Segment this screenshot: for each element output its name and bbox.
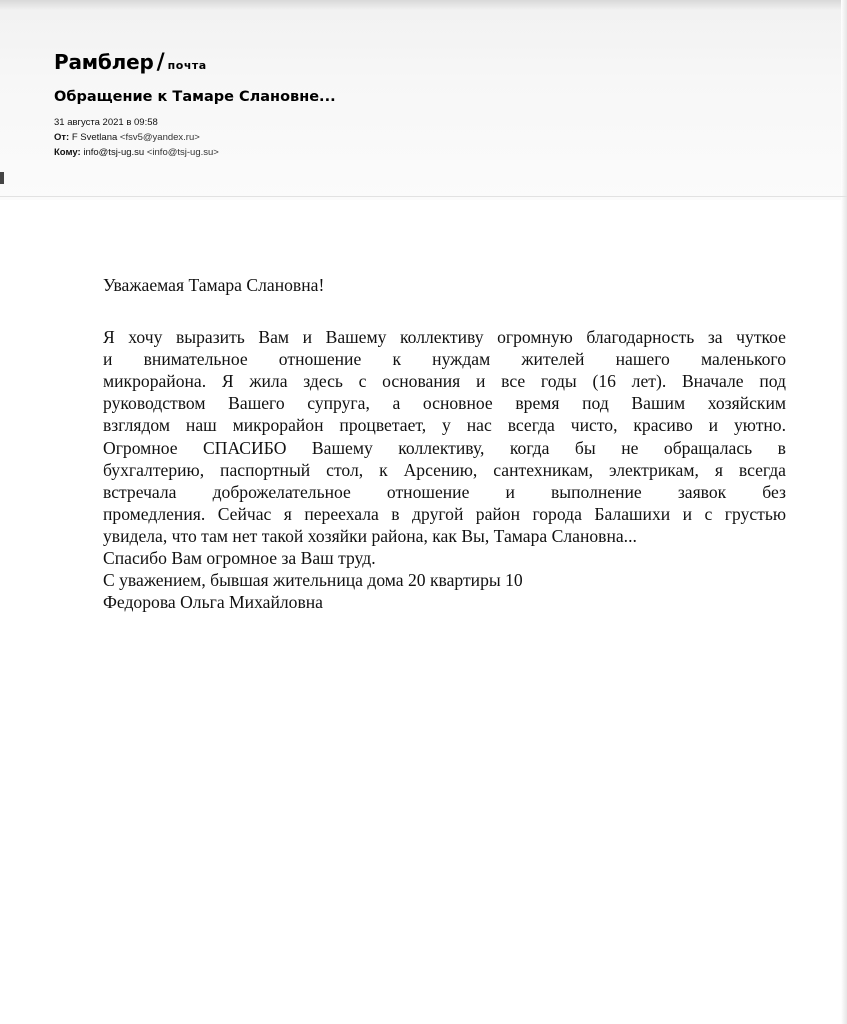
letter-line: встречала доброжелательное отношение и выполнение заявок без <box>103 481 786 502</box>
mail-subject: Обращение к Тамаре Слановне... <box>54 89 336 105</box>
letter-body <box>103 274 786 613</box>
letter-salutation: Уважаемая Тамара Слановна! <box>103 275 325 295</box>
logo-product: почта <box>167 59 207 72</box>
mail-from <box>54 130 554 145</box>
letter-line: руководством Вашего супруга, а основное время под Вашим хозяйским <box>103 393 786 414</box>
mail-to <box>54 145 554 160</box>
scan-fold-shadow <box>0 0 847 10</box>
letter-line: Спасибо Вам огромное за Ваш труд. <box>103 548 376 569</box>
letter-signature: Федорова Ольга Михайловна <box>103 592 323 613</box>
rambler-mail-logo <box>54 50 554 75</box>
letter-line: увидела, что там нет такой хозяйки района, как Вы, Тамара Слановна... <box>103 525 637 546</box>
letter-line: Огромное СПАСИБО Вашему коллективу, когда бы не обращалась в <box>103 437 786 458</box>
to-address: <info@tsj-ug.su> <box>146 147 219 158</box>
logo-brand: Рамблер <box>54 50 154 74</box>
letter-line: и внимательное отношение к нуждам жителей нашего маленького <box>103 349 786 370</box>
mail-date: 31 августа 2021 в 09:58 <box>54 117 158 128</box>
to-label: Кому: <box>54 147 81 158</box>
scan-edge <box>841 0 847 1024</box>
from-name: F Svetlana <box>71 132 118 143</box>
letter-paragraph <box>103 326 786 613</box>
header-divider <box>0 196 847 197</box>
logo-slash: / <box>156 50 165 75</box>
letter-line: С уважением, бывшая жительница дома 20 квартиры 10 <box>103 570 523 591</box>
from-address: <fsv5@yandex.ru> <box>119 132 200 143</box>
mail-header <box>54 50 554 160</box>
letter-line: микрорайона. Я жила здесь с основания и все годы (16 лет). Вначале под <box>103 371 786 392</box>
letter-line: бухгалтерию, паспортный стол, к Арсению, сантехникам, электрикам, я всегда <box>103 459 786 480</box>
to-name: info@tsj-ug.su <box>83 147 145 158</box>
mail-meta <box>54 115 554 160</box>
letter-line: промедления. Сейчас я переехала в другой район города Балашихи и с грустью <box>103 503 786 524</box>
from-label: От: <box>54 132 70 143</box>
letter-line: взглядом наш микрорайон процветает, у нас всегда чисто, красиво и уютно. <box>103 415 786 436</box>
letter-line: Я хочу выразить Вам и Вашему коллективу огромную благодарность за чуткое <box>103 327 786 348</box>
scan-mark <box>0 172 4 184</box>
